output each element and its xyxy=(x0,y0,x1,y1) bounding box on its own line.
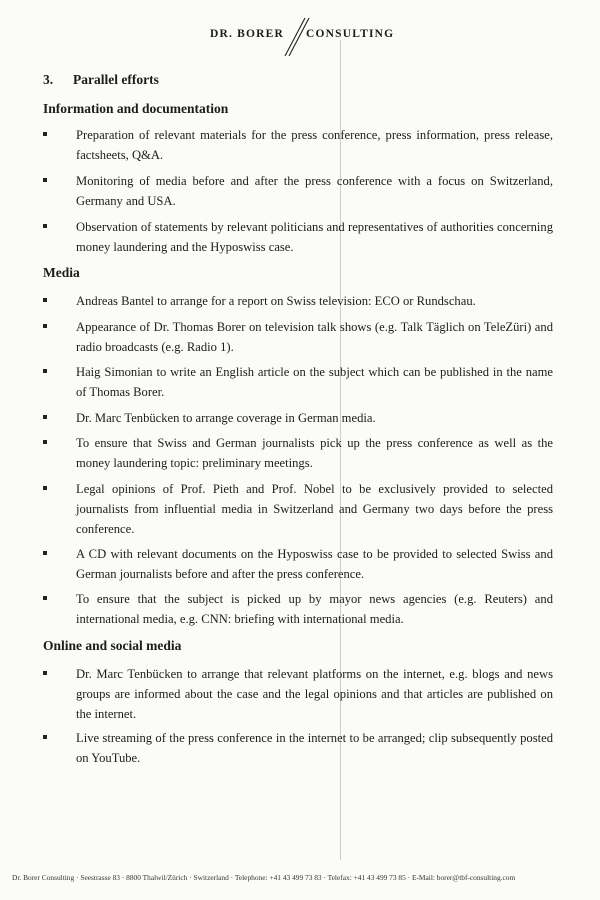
section-number: 3. xyxy=(43,72,54,87)
list-item xyxy=(43,171,553,211)
bullet-icon xyxy=(43,178,47,182)
bullet-icon xyxy=(43,298,47,302)
letterhead-name: DR. BORER xyxy=(209,28,284,40)
list-item-text: Appearance of Dr. Thomas Borer on television talk shows (e.g. Talk Täglich on TeleZüri) and radio broadcasts (e.g. Radio 1). xyxy=(76,320,553,354)
bullet-icon xyxy=(43,735,47,739)
list-item-text: Observation of statements by relevant politicians and representatives of authorities concerning money laundering and the Hyposwiss case. xyxy=(76,220,553,254)
list-item xyxy=(43,589,553,629)
list-item xyxy=(43,217,553,257)
list-item xyxy=(43,433,553,473)
subheading-online: Online and social media xyxy=(43,638,182,653)
list-item xyxy=(43,728,553,768)
bullet-icon xyxy=(43,551,47,555)
list-item xyxy=(43,544,553,584)
bullet-icon xyxy=(43,440,47,444)
list-item xyxy=(43,125,553,165)
list-item-text: To ensure that Swiss and German journalists pick up the press conference as well as the money laundering topic: preliminary meetings. xyxy=(76,436,553,470)
list-item-text: Dr. Marc Tenbücken to arrange coverage in German media. xyxy=(76,411,376,425)
list-item xyxy=(43,291,553,311)
list-item-text: Monitoring of media before and after the press conference with a focus on Switzerland, Germany and USA. xyxy=(76,174,553,208)
bullet-icon xyxy=(43,132,47,136)
letterhead xyxy=(0,22,600,50)
list-item-text: Dr. Marc Tenbücken to arrange that relevant platforms on the internet, e.g. blogs and news groups are informed about the case and the legal opinions and that articles are published on the internet. xyxy=(76,667,553,721)
list-item-text: To ensure that the subject is picked up by mayor news agencies (e.g. Reuters) and international media, e.g. CNN: briefing with international media. xyxy=(76,592,553,626)
subheading-info-doc: Information and documentation xyxy=(43,101,229,116)
bullet-icon xyxy=(43,486,47,490)
footer-contact: Dr. Borer Consulting · Seestrasse 83 · 8800 Thalwil/Zürich · Switzerland · Telephone: +41 43 499 73 83 · Telefax: +41 43 499 73 85 · E-Mail: borer@tbf-consulting.com xyxy=(12,873,516,882)
list-item xyxy=(43,479,553,539)
letterhead-consulting: CONSULTING xyxy=(306,28,395,40)
list-item-text: Andreas Bantel to arrange for a report on Swiss television: ECO or Rundschau. xyxy=(76,294,476,308)
bullet-icon xyxy=(43,415,47,419)
list-item-text: A CD with relevant documents on the Hyposwiss case to be provided to selected Swiss and German journalists before and after the press conference. xyxy=(76,547,553,581)
list-item-text: Live streaming of the press conference in the internet to be arranged; clip subsequently posted on YouTube. xyxy=(76,731,553,765)
list-item xyxy=(43,362,553,402)
bullet-icon xyxy=(43,596,47,600)
list-item-text: Legal opinions of Prof. Pieth and Prof. Nobel to be exclusively provided to selected journalists from influential media in Switzerland and Germany two days before the press conference. xyxy=(76,482,553,536)
bullet-icon xyxy=(43,369,47,373)
subheading-media: Media xyxy=(43,265,80,280)
list-item xyxy=(43,317,553,357)
list-item xyxy=(43,664,553,724)
list-item-text: Preparation of relevant materials for the press conference, press information, press release, factsheets, Q&A. xyxy=(76,128,553,162)
bullet-icon xyxy=(43,224,47,228)
bullet-icon xyxy=(43,671,47,675)
list-item-text: Haig Simonian to write an English article on the subject which can be published in the name of Thomas Borer. xyxy=(76,365,553,399)
list-item xyxy=(43,408,553,428)
section-title xyxy=(43,72,159,88)
section-title-text: Parallel efforts xyxy=(73,72,159,87)
bullet-icon xyxy=(43,324,47,328)
